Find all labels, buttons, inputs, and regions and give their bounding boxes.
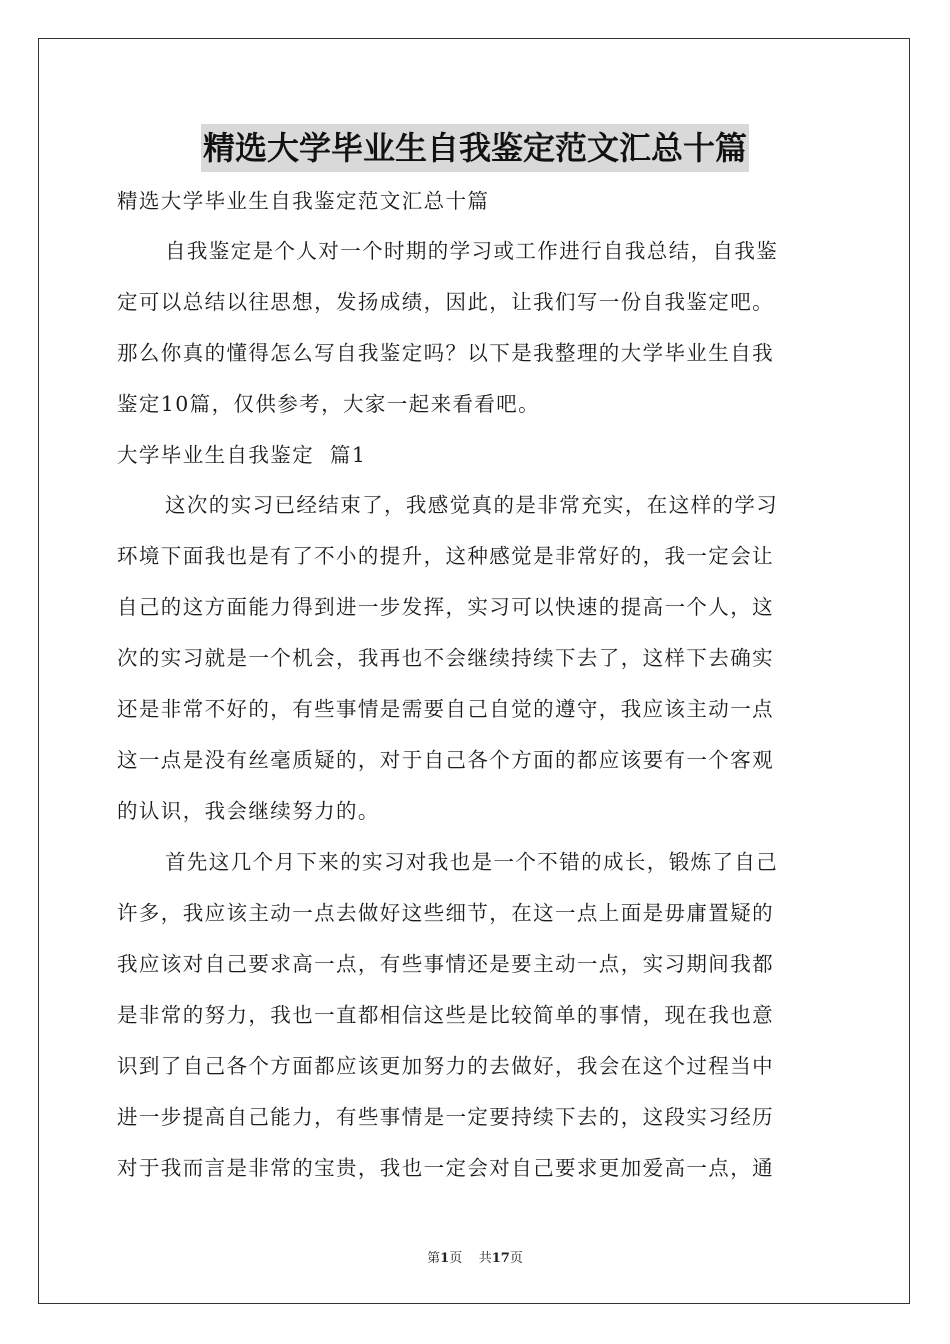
document-subtitle: 精选大学毕业生自我鉴定范文汇总十篇	[117, 189, 490, 213]
paragraph-line: 自己的这方面能力得到进一步发挥，实习可以快速的提高一个人，这	[117, 595, 774, 619]
total-suffix: 页	[509, 1251, 523, 1266]
section-heading: 大学毕业生自我鉴定 篇1	[117, 443, 367, 467]
intro-line: 定可以总结以往思想，发扬成绩，因此，让我们写一份自我鉴定吧。	[117, 290, 774, 314]
page-suffix: 页	[449, 1251, 463, 1266]
title-area	[0, 124, 950, 172]
intro-line: 鉴定10篇，仅供参考，大家一起来看看吧。	[117, 392, 541, 416]
paragraph-line: 还是非常不好的，有些事情是需要自己自觉的遵守，我应该主动一点	[117, 697, 774, 721]
paragraph-line: 进一步提高自己能力，有些事情是一定要持续下去的，这段实习经历	[117, 1105, 774, 1129]
intro-paragraph	[117, 226, 833, 430]
paragraph-line: 的认识，我会继续努力的。	[117, 799, 380, 823]
total-prefix: 共	[478, 1251, 492, 1266]
page-number: 1	[440, 1251, 450, 1266]
intro-line: 那么你真的懂得怎么写自我鉴定吗？以下是我整理的大学毕业生自我	[117, 341, 774, 365]
page-prefix: 第	[427, 1251, 441, 1266]
paragraph-2	[117, 837, 833, 1194]
paragraph-line: 识到了自己各个方面都应该更加努力的去做好，我会在这个过程当中	[117, 1054, 774, 1078]
document-body	[117, 176, 833, 1194]
page-footer	[0, 1247, 950, 1266]
paragraph-line: 这一点是没有丝毫质疑的，对于自己各个方面的都应该要有一个客观	[117, 748, 774, 772]
paragraph-1	[117, 480, 833, 837]
document-title: 精选大学毕业生自我鉴定范文汇总十篇	[201, 124, 749, 172]
paragraph-line: 是非常的努力，我也一直都相信这些是比较简单的事情，现在我也意	[117, 1003, 774, 1027]
paragraph-line: 这次的实习已经结束了，我感觉真的是非常充实，在这样的学习	[165, 493, 779, 517]
total-pages: 17	[491, 1251, 510, 1266]
paragraph-line: 环境下面我也是有了不小的提升，这种感觉是非常好的，我一定会让	[117, 544, 774, 568]
intro-line: 自我鉴定是个人对一个时期的学习或工作进行自我总结，自我鉴	[165, 239, 779, 263]
paragraph-line: 许多，我应该主动一点去做好这些细节，在这一点上面是毋庸置疑的	[117, 901, 774, 925]
paragraph-line: 次的实习就是一个机会，我再也不会继续持续下去了，这样下去确实	[117, 646, 774, 670]
paragraph-line: 对于我而言是非常的宝贵，我也一定会对自己要求更加爱高一点，通	[117, 1156, 774, 1180]
paragraph-line: 我应该对自己要求高一点，有些事情还是要主动一点，实习期间我都	[117, 952, 774, 976]
paragraph-line: 首先这几个月下来的实习对我也是一个不错的成长，锻炼了自己	[165, 850, 779, 874]
